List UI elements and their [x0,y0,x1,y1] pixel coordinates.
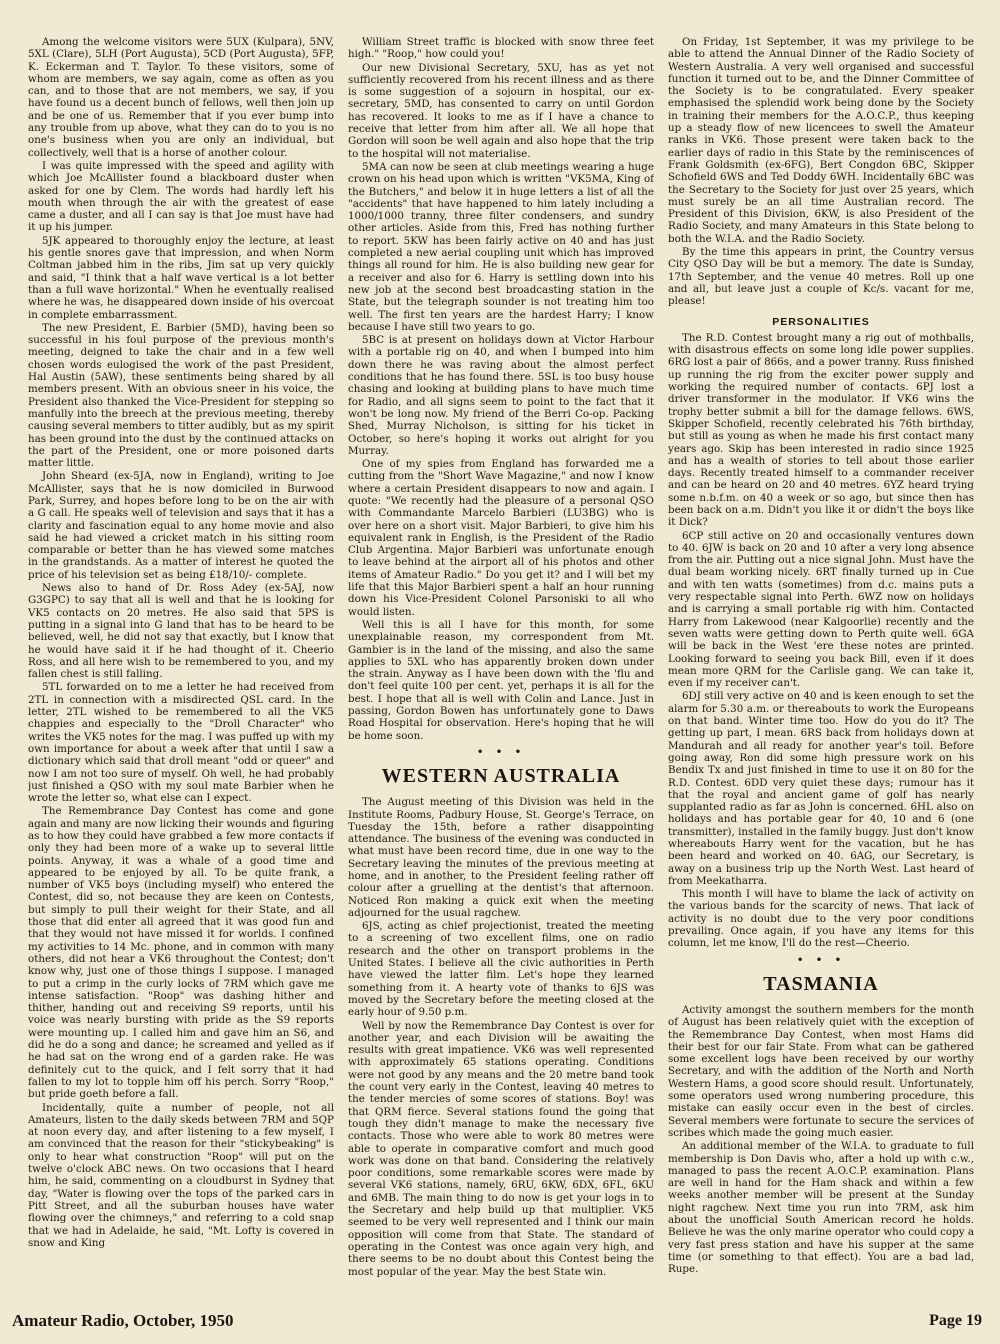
publication-name: Amateur Radio, October, 1950 [12,1311,234,1330]
paragraph: One of my spies from England has forwarded me a cutting from the "Short Wave Magazine," and now I know where a certain President disappears to now and again. I quote: "We recently had the pleasure of a personal QSO with Commandante Marcelo Barbieri (LU3BG) who is over here on a short visit. Major Barbieri, to give him his equivalent rank in English, is the President of the Radio Club Argentina. Major Barbieri was unfortunate enough to leave behind at the airport all of his photos and other items of Amateur Radio." Do you get it? and I will bet my life that this Major Barbieri spent a half an hour running down his Vice-President Colonel Parsoniski to all who would listen. [348,458,654,618]
paragraph: 5BC is at present on holidays down at Victor Harbour with a portable rig on 40, and when I bumped into him down there he was raving about the almost perfect conditions that he has found there. 5SL is too busy house chasing and looking at building plans to have much time for Radio, and all signs seem to point to the fact that it won't be long now. My friend of the Berri Co-op. Packing Shed, Murray Nicholson, is sitting for his ticket in October, so here's hoping it works out alright for you Murray. [348,334,654,457]
paragraph: News also to hand of Dr. Ross Adey (ex-5AJ, now G3GPC) to say that all is well and that he is looking for VK5 contacts on 20 metres. He also said that 5PS is putting in a signal into G land that has to be heard to be believed, well, he did not say that exactly, but I know that he would have said it if he had thought of it. Cheerio Ross, and all here wish to be remembered to you, and my fallen chest is still falling. [28,582,334,681]
paragraph: 6JS, acting as chief projectionist, treated the meeting to a screening of two excellent films, one on radio research and the other on transport problems in the United States. I believe all the civic authorities in Perth have viewed the latter film. Let's hope they learned something from it. A hearty vote of thanks to 6JS was moved by the Secretary before the meeting closed at the early hour of 9.50 p.m. [348,920,654,1019]
column-2 [348,36,654,1298]
page-number: Page 19 [929,1312,982,1329]
paragraph: 6CP still active on 20 and occasionally ventures down to 40. 6JW is back on 20 and 10 after a very long absence from the air. Putting out a nice signal John. Must have the dual beam working nicely. 6RT finally turned up in Cue and with ten watts (sometimes) from d.c. mains puts a very respectable signal into Perth. 6WZ now on holidays and is carrying a small portable rig with him. Contacted Harry from Lakewood (near Kalgoorlie) recently and the seven watts were getting down to Perth quite well. 6GA will be back in the West 'ere these notes are printed. Looking forward to seeing you back Bill, even if it does mean more QRM for the Carlisle gang. We can take it, even if my receiver can't. [668,529,974,690]
paragraph: William Street traffic is blocked with snow three feet high." "Roop," how could you! [348,36,654,61]
paragraph: The Remembrance Day Contest has come and gone again and many are now licking their wounds and figuring as to how they could have grabbed a few more contacts if only they had been more of a wake up to several little points. Anyway, it was a whale of a good time and appeared to be enjoyed by all. To be quite frank, a number of VK5 boys (including myself) who entered the Contest, did so, not because they are keen on Contests, but simply to pull their weight for their State, and all those that did enter all agreed that it was good fun and that they would not have missed it for worlds. I confined my activities to 14 Mc. phone, and in common with many others, did not hear a VK6 throughout the Contest; don't know why, just one of those things I suppose. I managed to put a crimp in the curly locks of 7RM which gave me intense satisfaction. "Roop" was dashing hither and thither, handing out and receiving S9 reports, until his voice was nearly bursting with pride as the S9 reports were mounting up. I called him and gave him an S6, and did he do a song and dance; he screamed and yelled as if he had sat on the wrong end of a garden rake. He was definitely cut to the quick, and I felt sorry that it had fallen to my lot to topple him off his perch. Sorry "Roop," but pride goeth before a fall. [28,805,334,1101]
paragraph: This month I will have to blame the lack of activity on the various bands for the scarcity of news. That lack of activity is no doubt due to the very poor conditions prevailing. Once again, if you have any items for this column, let me know, I'll do the rest—Cheerio. [668,888,974,950]
column-layout [28,36,974,1298]
paragraph: The new President, E. Barbier (5MD), having been so successful in his foul purpose of the previous month's meeting, deigned to take the chair and in a few well chosen words eulogised the work of the past President, Hal Austin (5AW), these sentiments being shared by all members present. With an obvious sneer in his voice, the President also thanked the Vice-President for stepping so manfully into the breech at the previous meeting, thereby causing several members to titter audibly, but as my spirit has been ground into the dust by the continued attacks on the part of the President, one or more poisoned darts matter little. [28,321,334,470]
paragraph: An additional member of the W.I.A. to graduate to full membership is Don Davis who, after a hold up with c.w., managed to pass the recent A.O.C.P. examination. Plans are well in hand for the Ham shack and within a few weeks another member will be present at the Sunday night ragchew. Next time you run into 7RM, ask him about the unofficial South American record he holds. Believe he was the only marine operator who could copy a very fast press station and have his supper at the same time (or something to that effect). You are a bad lad, Rupe. [668,1140,974,1276]
paragraph: Well this is all I have for this month, for some unexplainable reason, my correspondent from Mt. Gambier is in the land of the missing, and also the same applies to 5XL who has apparently broken down under the strain. Anyway as I have been down with the 'flu and don't feel quite 100 per cent. yet, perhaps it is all for the best. I hope that all is well with Colin and Lance. Just in passing, Gordon Bowen has unfortunately gone to Daws Road Hospital for observation. Here's hoping that he will be home soon. [348,618,654,742]
paragraph: John Sheard (ex-5JA, now in England), writing to Joe McAllister, says that he is now domiciled in Burwood Park, Surrey, and hopes before long to be on the air with a G call. He speaks well of television and says that it has a clarity and fascination equal to any home movie and also said he had viewed a cricket match in his sitting room comparable or better than he has viewed some matches in the grandstands. As a matter of interest he quoted the price of his television set as being £18/10/- complete. [28,470,334,581]
magazine-page [28,36,974,1298]
paragraph: Our new Divisional Secretary, 5XU, has as yet not sufficiently recovered from his recent illness and as there is some suggestion of a sojourn in hospital, our ex-secretary, 5MD, has consented to carry on until Gordon has recovered. It looks to me as if I have a chance to receive that letter from him after all. We all hope that Gordon will soon be well again and also hope that the trip to the hospital will not materialise. [348,61,654,160]
paragraph: Activity amongst the southern members for the month of August has been relatively quiet with the exception of the Remembrance Day Contest, when most Hams did their best for our fair State. From what can be gathered some excellent logs have been received by our worthy Secretary, and with the addition of the North and North Western Hams, a good score should result. Unfortunately, some operators used wrong numbering procedure, this mistake can easily occur even in the best of circles. Several members were fortunate to secure the services of scribes which made the going much easier. [668,1003,974,1139]
paragraph: 5MA can now be seen at club meetings wearing a huge crown on his head upon which is written "VK5MA, King of the Butchers," and below it in huge letters a list of all the "accidents" that have happened to him lately including a 1000/1000 tranny, three filter condensers, and sundry other articles. Aside from this, Fred has nothing further to report. 5KW has been fairly active on 40 and has just completed a new aerial coupling unit which has improved things all round for him. He is also building new gear for a receiver and also for 6. Harry is settling down into his new job at the second best broadcasting station in the State, but the telegraph sounder is not treating him too well. The first ten years are the hardest Harry; I know because I have still two years to go. [348,160,654,333]
section-separator: • • • [796,952,846,967]
paragraph: The R.D. Contest brought many a rig out of mothballs, with disastrous effects on some long idle power supplies. 6RG lost a pair of 866s, and a power tranny. Russ finished up running the rig from the exciter power supply and working the required number of contacts. 6PJ lost a driver transformer in the modulator. If VK6 wins the trophy better submit a bill for the damage fellows. 6WS, Skipper Schofield, recently celebrated his 76th birthday, but still as young as when he made his first contact many years ago. Skip has been interested in radio since 1925 and has a wealth of stories to tell about those earlier days. Recently treated himself to a commander receiver and can be heard on 20 and 40 metres. 6YZ heard trying some n.b.f.m. on 40 a week or so ago, but since then has been back on a.m. Didn't you like it or didn't the boys like it Dick? [668,331,974,529]
paragraph: Well by now the Remembrance Day Contest is over for another year, and each Division will be awaiting the results with great impatience. VK6 was well represented with approximately 65 stations operating. Conditions were not good by any means and the 20 metre band took the count very early in the Contest, leaving 40 metres to the tender mercies of some scores of stations. Boy! was that QRM fierce. Several stations found the going that tough they didn't manage to make the necessary five contacts. Those who were able to work 80 metres were able to operate in comparative comfort and much good work was done on that band. Considering the relatively poor conditions, some remarkable scores were made by several VK6 stations, namely, 6RU, 6KW, 6DX, 6FL, 6KU and 6MB. The main thing to do now is get your logs in to the Secretary and help build up that multiplier. VK5 seemed to be very well represented and I think our main opposition will come from that State. The standard of operating in the Contest was once again very high, and there seems to be no doubt about this Contest being the most popular of the year. May the best State win. [348,1019,654,1278]
paragraph: The August meeting of this Division was held in the Institute Rooms, Padbury House, St. George's Terrace, on Tuesday the 15th, before a rather disappointing attendance. The business of the evening was conducted in what must have been record time, due in one way to the Secretary leaving the minutes of the previous meeting at home, and in another, to the President feeling rather off colour after a gruelling at the dentist's that afternoon. Noticed Ron making a quick exit when the meeting adjourned for the usual ragchew. [348,796,654,919]
paragraph: On Friday, 1st September, it was my privilege to be able to attend the Annual Dinner of the Radio Society of Western Australia. A very well organised and successful function it turned out to be, and the Dinner Committee of the Society is to be congratulated. Every speaker emphasised the splendid work being done by the Society in training their members for the A.O.C.P., thus keeping up a steady flow of new licencees to swell the Amateur ranks in VK6. Those present were taken back to the earlier days of radio in this State by the reminiscences of Frank Goldsmith (ex-6FG), Bert Congdon 6BC, Skipper Schofield 6WS and Ted Doddy 6WH. Incidentally 6BC was the Secretary to the Society for just over 25 years, which must surely be an all time Australian record. The President of this Division, 6KW, is also President of the Radio Society, and many Amateurs in this State belong to both the W.I.A. and the Radio Society. [668,36,974,245]
paragraph: I was quite impressed with the speed and agility with which Joe McAllister found a blackboard duster when asked for one by Clem. The words had hardly left his mouth when through the air with the greatest of ease came a duster, and all I can say is that Joe must have had it up his jumper. [28,159,334,234]
paragraph: 5TL forwarded on to me a letter he had received from 2TL in connection with a misdirected QSL card. In the letter, 2TL wished to be remembered to all the VK5 chappies and especially to the "Droll Character" who writes the VK5 notes for the mag. I was puffed up with my own importance for about a week after that until I saw a dictionary which said that droll meant "odd or queer" and now I am not too sure of myself. Oh well, he had probably just finished a QSO with my soul mate Barbier when he wrote the letter so, what else can I expect. [28,681,334,805]
column-1 [28,36,334,1298]
section-title-tasmania: TASMANIA [763,972,879,995]
paragraph: 6DJ still very active on 40 and is keen enough to set the alarm for 5.30 a.m. or thereabouts to work the Europeans on that band. Winter time too. How do you do it? The getting up part, I mean. 6RS back from holidays down at Mandurah and all ready for another year's toil. Before going away, Ron did some high pressure work on his Bendix Tx and just finished in time to use it on 80 for the R.D. Contest. 6DD very quiet these days; rumour has it that the royal and ancient game of golf has nearly supplanted radio as far as John is concerned. 6HL also on holidays and has portable gear for 40, 10 and 6 (one transmitter), installed in the family buggy. Just don't know whereabouts Harry went for the vacation, but he has been heard and worked on 40. 6AG, our Secretary, is away on a business trip up the North West. Last heard of from Meekatharra. [668,690,974,887]
section-title-western-australia: WESTERN AUSTRALIA [381,765,621,788]
paragraph: 5JK appeared to thoroughly enjoy the lecture, at least his gentle snores gave that impression, and when Norm Coltman jabbed him in the ribs, Jim sat up very quickly and said, "I think that a half wave vertical is a lot better than a full wave horizontal." When he eventually realised where he was, he disappeared down inside of his overcoat in complete embarrassment. [28,234,334,321]
paragraph: By the time this appears in print, the Country versus City QSO Day will be but a memory. The date is Sunday, 17th September, and the venue 40 metres. Roll up one and all, but leave just a couple of Kc/s. vacant for me, please! [668,246,974,308]
column-3 [668,36,974,1298]
section-title-personalities: PERSONALITIES [772,315,870,328]
paragraph: Incidentally, quite a number of people, not all Amateurs, listen to the daily skeds between 7RM and 5QP at noon every day, and after listening to a few myself, I am convinced that the reason for their "stickybeaking" is only to hear what construction "Roop" will put on the twelve o'clock ABC news. On two occasions that I heard him, he said, commenting on a cloudburst in Sydney that day, "Water is flowing over the tops of the parked cars in Pitt Street, and all the suburban houses have water flowing over the chimneys," and referring to a cold snap that we had in Adelaide, he said, "Mt. Lofty is covered in snow and King [28,1101,334,1249]
paragraph: Among the welcome visitors were 5UX (Kulpara), 5NV, 5XL (Clare), 5LH (Port Augusta), 5CD (Port Augusta), 5FP, K. Eckerman and T. Taylor. To these visitors, some of whom are members, we say again, come as often as you can, and to those that are not members, we say, if you have found us a decent bunch of fellows, well then join up and be one of us. Remember that if you ever bump into any trouble from up above, what they can do to you is no one's business when you are only an individual, but collectively, well that is a horse of another colour. [28,36,334,159]
page-footer [12,1308,982,1334]
section-separator: • • • [476,744,526,759]
